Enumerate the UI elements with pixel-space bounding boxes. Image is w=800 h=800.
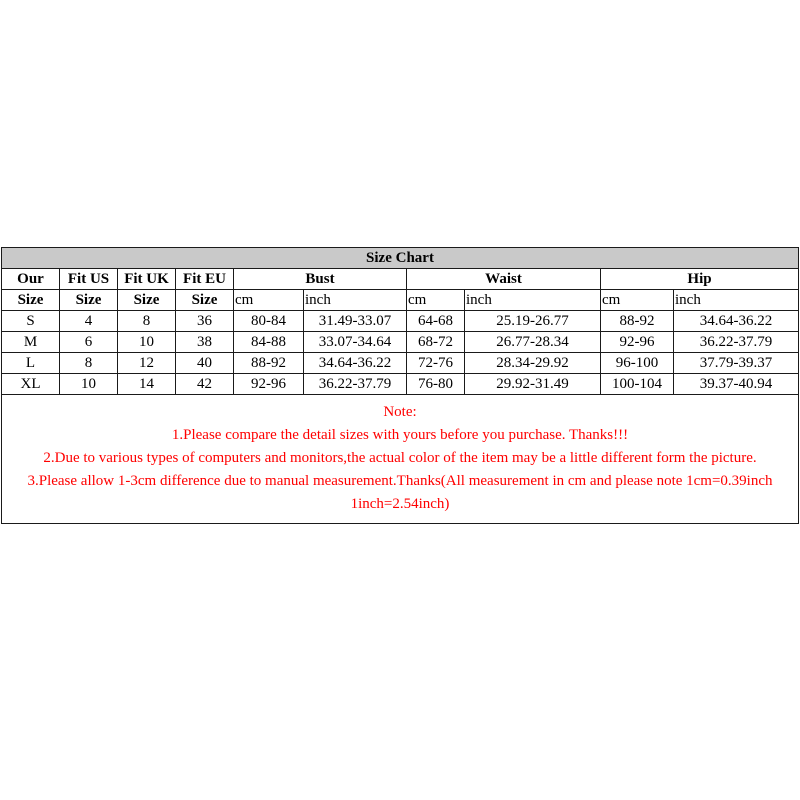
cell-hip-cm: 88-92	[601, 311, 674, 332]
cell-hip-cm: 96-100	[601, 353, 674, 374]
notes-row	[2, 395, 799, 524]
cell-bust-cm: 88-92	[234, 353, 304, 374]
cell-hip-inch: 37.79-39.37	[674, 353, 799, 374]
chart-title: Size Chart	[2, 248, 799, 269]
table-row	[2, 374, 799, 395]
cell-waist-cm: 68-72	[407, 332, 465, 353]
cell-hip-cm: 92-96	[601, 332, 674, 353]
header-fit-us-2: Size	[60, 290, 118, 311]
note-line-3: 3.Please allow 1-3cm difference due to manual measurement.Thanks(All measurement in cm and please note 1cm=0.39inch 1inch=2.54inch)	[27, 473, 773, 512]
cell-waist-inch: 26.77-28.34	[465, 332, 601, 353]
unit-hip-cm: cm	[601, 290, 674, 311]
notes-cell	[2, 395, 799, 524]
table-row	[2, 311, 799, 332]
unit-bust-inch: inch	[304, 290, 407, 311]
cell-waist-inch: 25.19-26.77	[465, 311, 601, 332]
cell-waist-cm: 64-68	[407, 311, 465, 332]
cell-waist-cm: 76-80	[407, 374, 465, 395]
header-fit-uk: Fit UK	[118, 269, 176, 290]
cell-our-size: L	[2, 353, 60, 374]
header-row-2	[2, 290, 799, 311]
note-heading: Note:	[383, 404, 417, 420]
title-row	[2, 248, 799, 269]
table-row	[2, 353, 799, 374]
cell-our-size: S	[2, 311, 60, 332]
note-line-2: 2.Due to various types of computers and monitors,the actual color of the item may be a little different form the picture.	[43, 450, 757, 466]
cell-waist-cm: 72-76	[407, 353, 465, 374]
cell-fit-eu: 36	[176, 311, 234, 332]
cell-bust-inch: 34.64-36.22	[304, 353, 407, 374]
cell-waist-inch: 29.92-31.49	[465, 374, 601, 395]
table-row	[2, 332, 799, 353]
cell-our-size: XL	[2, 374, 60, 395]
cell-fit-uk: 12	[118, 353, 176, 374]
header-waist: Waist	[407, 269, 601, 290]
unit-bust-cm: cm	[234, 290, 304, 311]
header-bust: Bust	[234, 269, 407, 290]
header-fit-eu-2: Size	[176, 290, 234, 311]
header-fit-eu: Fit EU	[176, 269, 234, 290]
cell-fit-us: 4	[60, 311, 118, 332]
cell-fit-eu: 40	[176, 353, 234, 374]
header-our-size-2: Size	[2, 290, 60, 311]
size-chart-table	[1, 247, 799, 524]
cell-bust-inch: 36.22-37.79	[304, 374, 407, 395]
cell-fit-eu: 42	[176, 374, 234, 395]
cell-hip-cm: 100-104	[601, 374, 674, 395]
cell-bust-inch: 33.07-34.64	[304, 332, 407, 353]
cell-waist-inch: 28.34-29.92	[465, 353, 601, 374]
cell-fit-us: 10	[60, 374, 118, 395]
cell-fit-us: 8	[60, 353, 118, 374]
cell-hip-inch: 36.22-37.79	[674, 332, 799, 353]
header-fit-us: Fit US	[60, 269, 118, 290]
cell-our-size: M	[2, 332, 60, 353]
unit-hip-inch: inch	[674, 290, 799, 311]
cell-bust-cm: 80-84	[234, 311, 304, 332]
unit-waist-cm: cm	[407, 290, 465, 311]
cell-fit-uk: 8	[118, 311, 176, 332]
unit-waist-inch: inch	[465, 290, 601, 311]
header-fit-uk-2: Size	[118, 290, 176, 311]
cell-fit-us: 6	[60, 332, 118, 353]
cell-fit-uk: 10	[118, 332, 176, 353]
cell-fit-eu: 38	[176, 332, 234, 353]
cell-hip-inch: 39.37-40.94	[674, 374, 799, 395]
cell-bust-cm: 92-96	[234, 374, 304, 395]
header-our-size: Our	[2, 269, 60, 290]
header-hip: Hip	[601, 269, 799, 290]
cell-hip-inch: 34.64-36.22	[674, 311, 799, 332]
cell-fit-uk: 14	[118, 374, 176, 395]
note-line-1: 1.Please compare the detail sizes with yours before you purchase. Thanks!!!	[171, 427, 629, 443]
cell-bust-inch: 31.49-33.07	[304, 311, 407, 332]
header-row-1	[2, 269, 799, 290]
cell-bust-cm: 84-88	[234, 332, 304, 353]
